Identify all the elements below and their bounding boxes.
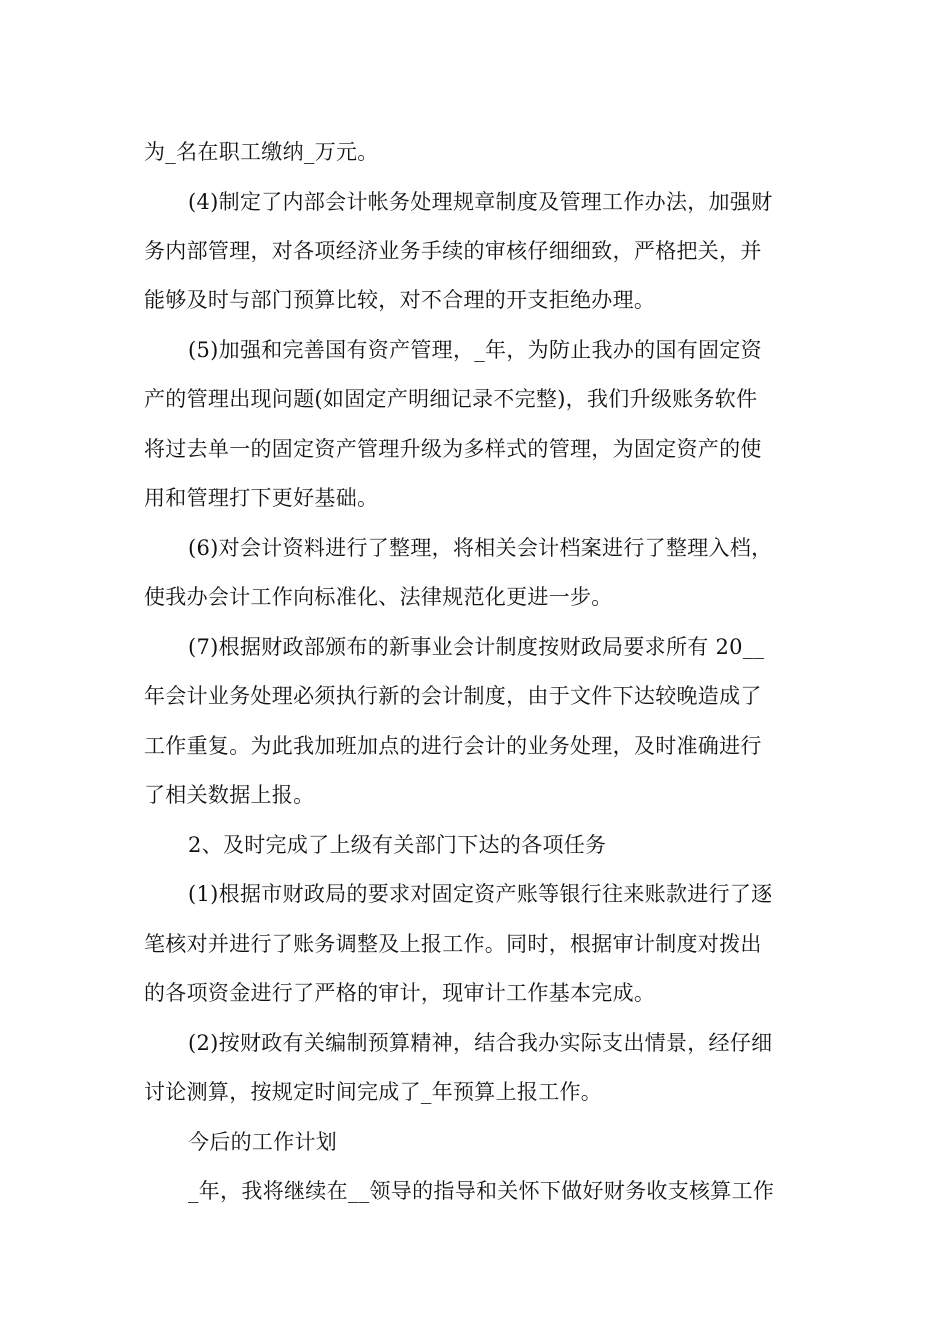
text-line: (4)制定了内部会计帐务处理规章制度及管理工作办法，加强财 [188,190,773,214]
text-line: 了相关数据上报。 [144,783,315,807]
text-line: 使我办会计工作向标准化、法律规范化更进一步。 [144,585,613,609]
text-line: (1)根据市财政局的要求对固定资产账等银行往来账款进行了逐 [188,882,773,906]
text-line: (6)对会计资料进行了整理，将相关会计档案进行了整理入档， [188,536,773,560]
text-line: 能够及时与部门预算比较，对不合理的开支拒绝办理。 [144,288,656,312]
text-line: 用和管理打下更好基础。 [144,486,379,510]
text-line: (5)加强和完善国有资产管理，_年，为防止我办的国有固定资 [188,338,762,362]
text-line: 2、及时完成了上级有关部门下达的各项任务 [188,833,607,857]
text-line: 产的管理出现问题(如固定产明细记录不完整)，我们升级账务软件 [144,387,758,411]
text-line: (7)根据财政部颁布的新事业会计制度按财政局要求所有 20__ [188,635,765,659]
text-line: (2)按财政有关编制预算精神，结合我办实际支出情景，经仔细 [188,1031,773,1055]
text-line: 讨论测算，按规定时间完成了_年预算上报工作。 [144,1080,603,1104]
text-line: 今后的工作计划 [188,1130,338,1154]
text-line: 年会计业务处理必须执行新的会计制度，由于文件下达较晚造成了 [144,684,762,708]
text-line: 的各项资金进行了严格的审计，现审计工作基本完成。 [144,981,656,1005]
text-line: 笔核对并进行了账务调整及上报工作。同时，根据审计制度对拨出 [144,932,762,956]
text-line: 为_名在职工缴纳_万元。 [144,140,379,164]
text-line: 将过去单一的固定资产管理升级为多样式的管理，为固定资产的使 [144,437,762,461]
text-line: 务内部管理，对各项经济业务手续的审核仔细细致，严格把关，并 [144,239,762,263]
text-line: _年，我将继续在__领导的指导和关怀下做好财务收支核算工作 [188,1179,775,1203]
text-line: 工作重复。为此我加班加点的进行会计的业务处理，及时准确进行 [144,734,762,758]
